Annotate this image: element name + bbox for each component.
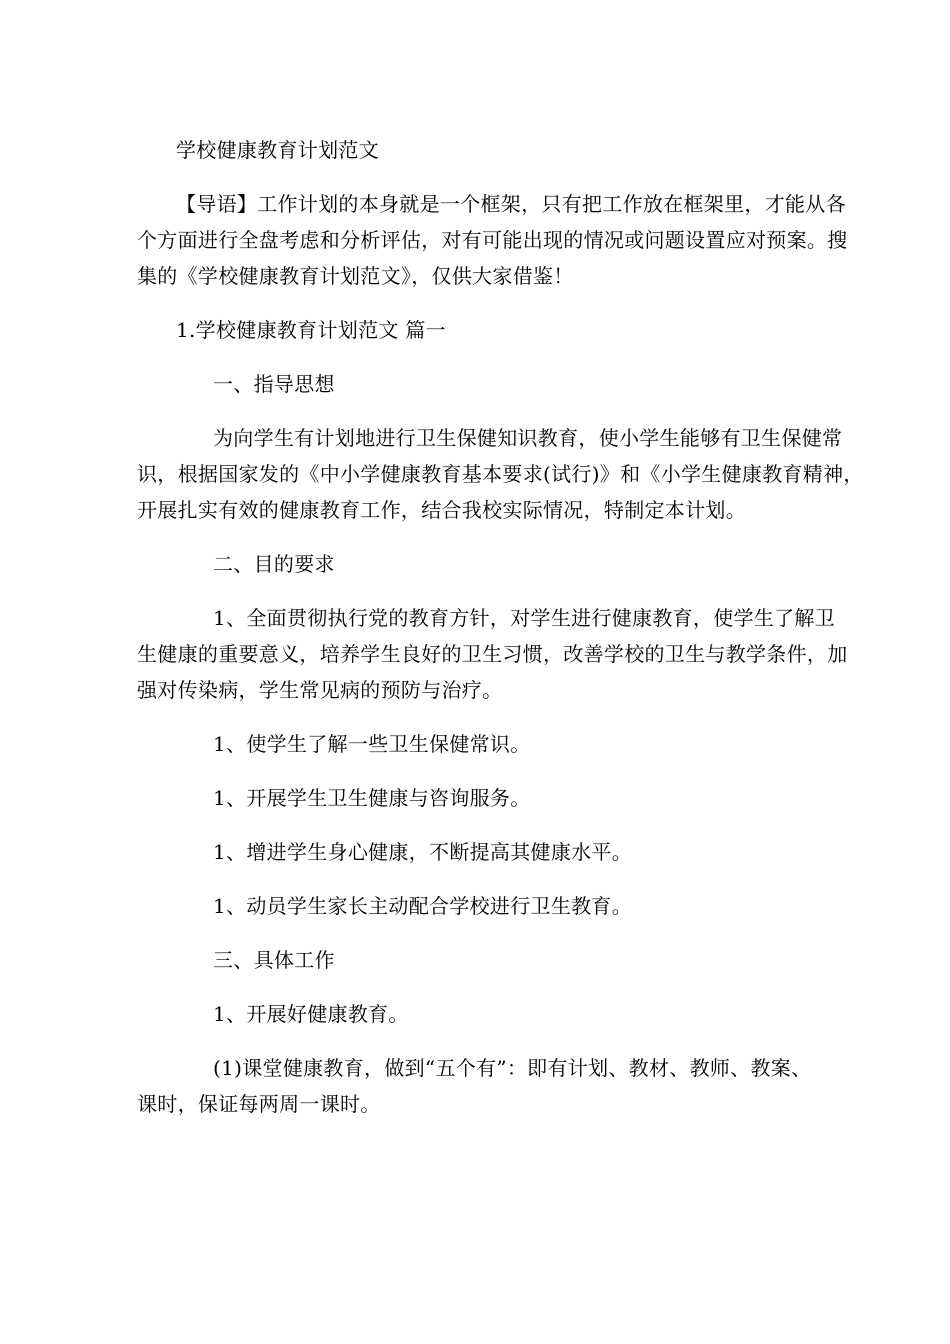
part2-heading: 二、目的要求 xyxy=(213,552,335,576)
part1-line-2: 识，根据国家发的《中小学健康教育基本要求(试行)》和《小学生健康教育精神， xyxy=(137,462,864,486)
part2-item3: 1、开展学生卫生健康与咨询服务。 xyxy=(213,786,531,810)
section-heading: 1.学校健康教育计划范文 篇一 xyxy=(176,318,446,342)
intro-line-1: 【导语】工作计划的本身就是一个框架，只有把工作放在框架里，才能从各 xyxy=(176,192,846,216)
part2-item1-line-3: 强对传染病，学生常见病的预防与治疗。 xyxy=(137,678,503,702)
part1-line-1: 为向学生有计划地进行卫生保健知识教育，使小学生能够有卫生保健常 xyxy=(213,426,843,450)
part2-item5: 1、动员学生家长主动配合学校进行卫生教育。 xyxy=(213,894,633,918)
part2-item1-line-2: 生健康的重要意义，培养学生良好的卫生习惯，改善学校的卫生与教学条件，加 xyxy=(137,642,848,666)
part3-sub1-line-1: (1)课堂健康教育，做到“五个有”：即有计划、教材、教师、教案、 xyxy=(213,1056,812,1080)
part1-line-3: 开展扎实有效的健康教育工作，结合我校实际情况，特制定本计划。 xyxy=(137,498,746,522)
part3-heading: 三、具体工作 xyxy=(213,948,335,972)
part2-item4: 1、增进学生身心健康，不断提高其健康水平。 xyxy=(213,840,633,864)
part2-item2: 1、使学生了解一些卫生保健常识。 xyxy=(213,732,531,756)
part3-item1: 1、开展好健康教育。 xyxy=(213,1002,409,1026)
intro-line-3: 集的《学校健康教育计划范文》，仅供大家借鉴！ xyxy=(137,264,574,288)
intro-line-2: 个方面进行全盘考虑和分析评估，对有可能出现的情况或问题设置应对预案。搜 xyxy=(137,228,848,252)
part3-sub1-line-2: 课时，保证每两周一课时。 xyxy=(137,1092,381,1116)
part1-heading: 一、指导思想 xyxy=(213,372,335,396)
document-title: 学校健康教育计划范文 xyxy=(176,138,379,162)
part2-item1-line-1: 1、全面贯彻执行党的教育方针，对学生进行健康教育，使学生了解卫 xyxy=(213,606,836,630)
